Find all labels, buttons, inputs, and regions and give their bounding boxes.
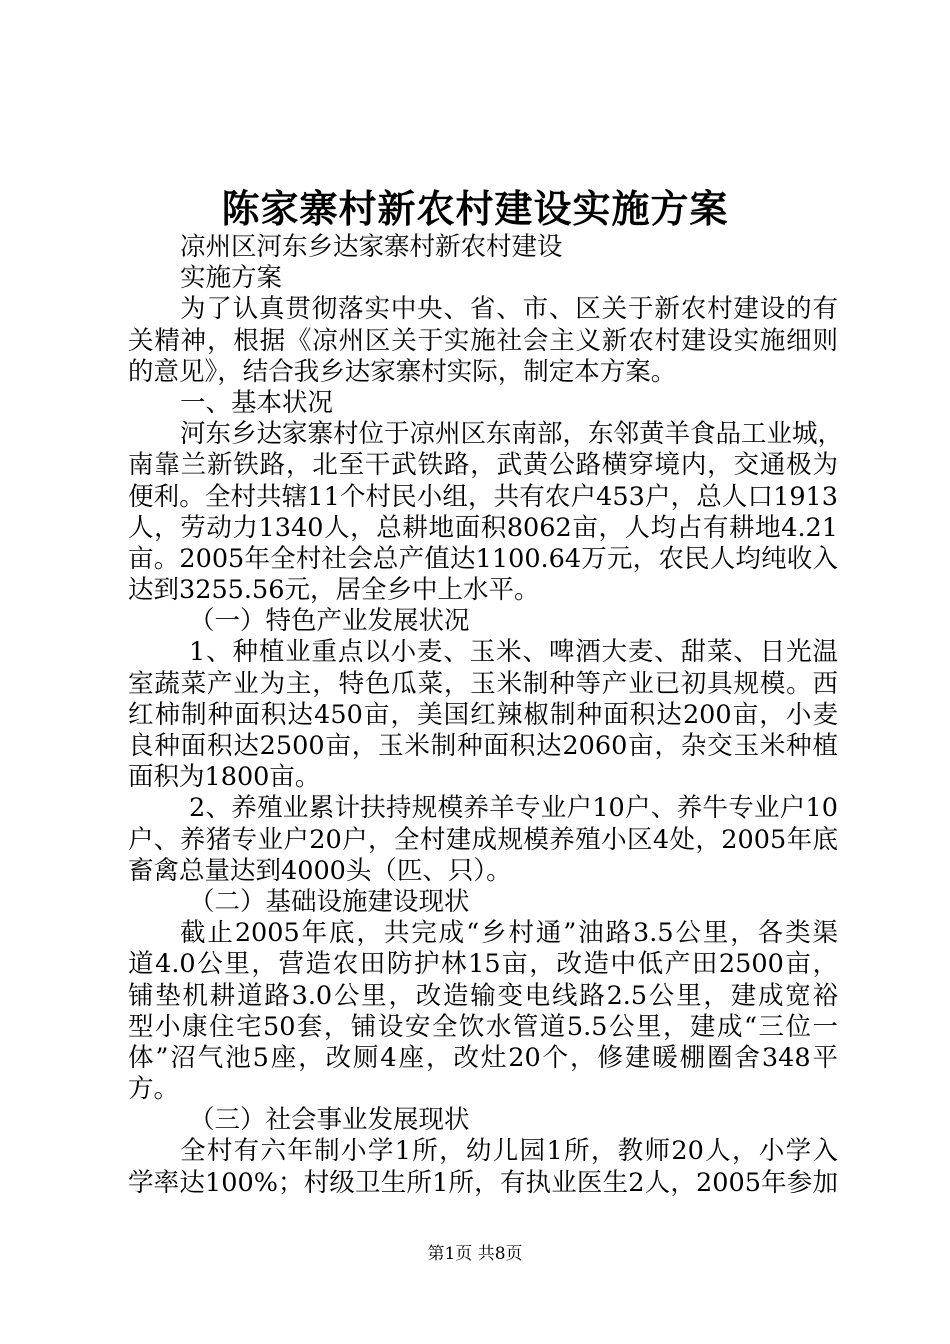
paragraph-line: 红柿制种面积达450亩，美国红辣椒制种面积达200亩，小麦	[128, 699, 838, 730]
paragraph-line: 2、养殖业累计扶持规模养羊专业户10户、养牛专业户10	[189, 793, 838, 824]
document-body	[128, 232, 844, 1199]
paragraph-line: 室蔬菜产业为主，特色瓜菜，玉米制种等产业已初具规模。西	[128, 668, 838, 699]
paragraph-line: 畜禽总量达到4000头（匹、只）。	[128, 855, 512, 886]
subtitle-line: 实施方案	[180, 263, 283, 294]
paragraph-line: 道4.0公里，营造农田防护林15亩，改造中低产田2500亩，	[128, 949, 838, 980]
subsection-heading: （三）社会事业发展现状	[189, 1105, 470, 1136]
paragraph-line: 铺垫机耕道路3.0公里，改造输变电线路2.5公里，建成宽裕	[128, 980, 838, 1011]
section-heading: 一、基本状况	[180, 387, 334, 418]
paragraph-line: 人，劳动力1340人，总耕地面积8062亩，人均占有耕地4.21	[128, 512, 838, 543]
paragraph-line: 良种面积达2500亩，玉米制种面积达2060亩，杂交玉米种植	[128, 731, 838, 761]
paragraph-line: 型小康住宅50套，铺设安全饮水管道5.5公里，建成“三位一	[128, 1011, 838, 1042]
paragraph-line: 方。	[128, 1074, 180, 1105]
paragraph-line: 河东乡达家寨村位于凉州区东南部，东邻黄羊食品工业城，	[180, 419, 844, 450]
paragraph-line: 1、种植业重点以小麦、玉米、啤酒大麦、甜菜、日光温	[189, 637, 838, 668]
subtitle-line: 凉州区河东乡达家寨村新农村建设	[180, 232, 563, 262]
paragraph-line: 关精神，根据《凉州区关于实施社会主义新农村建设实施细则	[128, 325, 838, 356]
paragraph-line: 南靠兰新铁路，北至干武铁路，武黄公路横穿境内，交通极为	[128, 450, 838, 481]
page-footer: 第1页 共8页	[427, 1244, 523, 1264]
paragraph-line: 达到3255.56元，居全乡中上水平。	[128, 575, 540, 606]
paragraph-line: 为了认真贯彻落实中央、省、市、区关于新农村建设的有	[180, 294, 838, 325]
paragraph-line: 便利。全村共辖11个村民小组，共有农户453户，总人口1913	[128, 481, 838, 512]
paragraph-line: 的意见》，结合我乡达家寨村实际，制定本方案。	[128, 356, 677, 387]
paragraph-line: 截止2005年底，共完成“乡村通”油路3.5公里，各类渠	[180, 918, 838, 949]
paragraph-line: 体”沼气池5座，改厕4座，改灶20个，修建暖棚圈舍348平	[128, 1042, 838, 1073]
paragraph-line: 亩。2005年全村社会总产值达1100.64万元，农民人均纯收入	[128, 543, 838, 574]
paragraph-line: 全村有六年制小学1所，幼儿园1所，教师20人，小学入	[180, 1136, 838, 1167]
subsection-heading: （二）基础设施建设现状	[189, 886, 470, 917]
paragraph-line: 学率达100%；村级卫生所1所，有执业医生2人，2005年参加	[128, 1167, 838, 1198]
paragraph-line: 户、养猪专业户20户，全村建成规模养殖小区4处，2005年底	[128, 824, 838, 855]
document-title: 陈家寨村新农村建设实施方案	[221, 187, 729, 231]
paragraph-line: 面积为1800亩。	[128, 762, 321, 793]
subsection-heading: （一）特色产业发展状况	[189, 606, 470, 637]
